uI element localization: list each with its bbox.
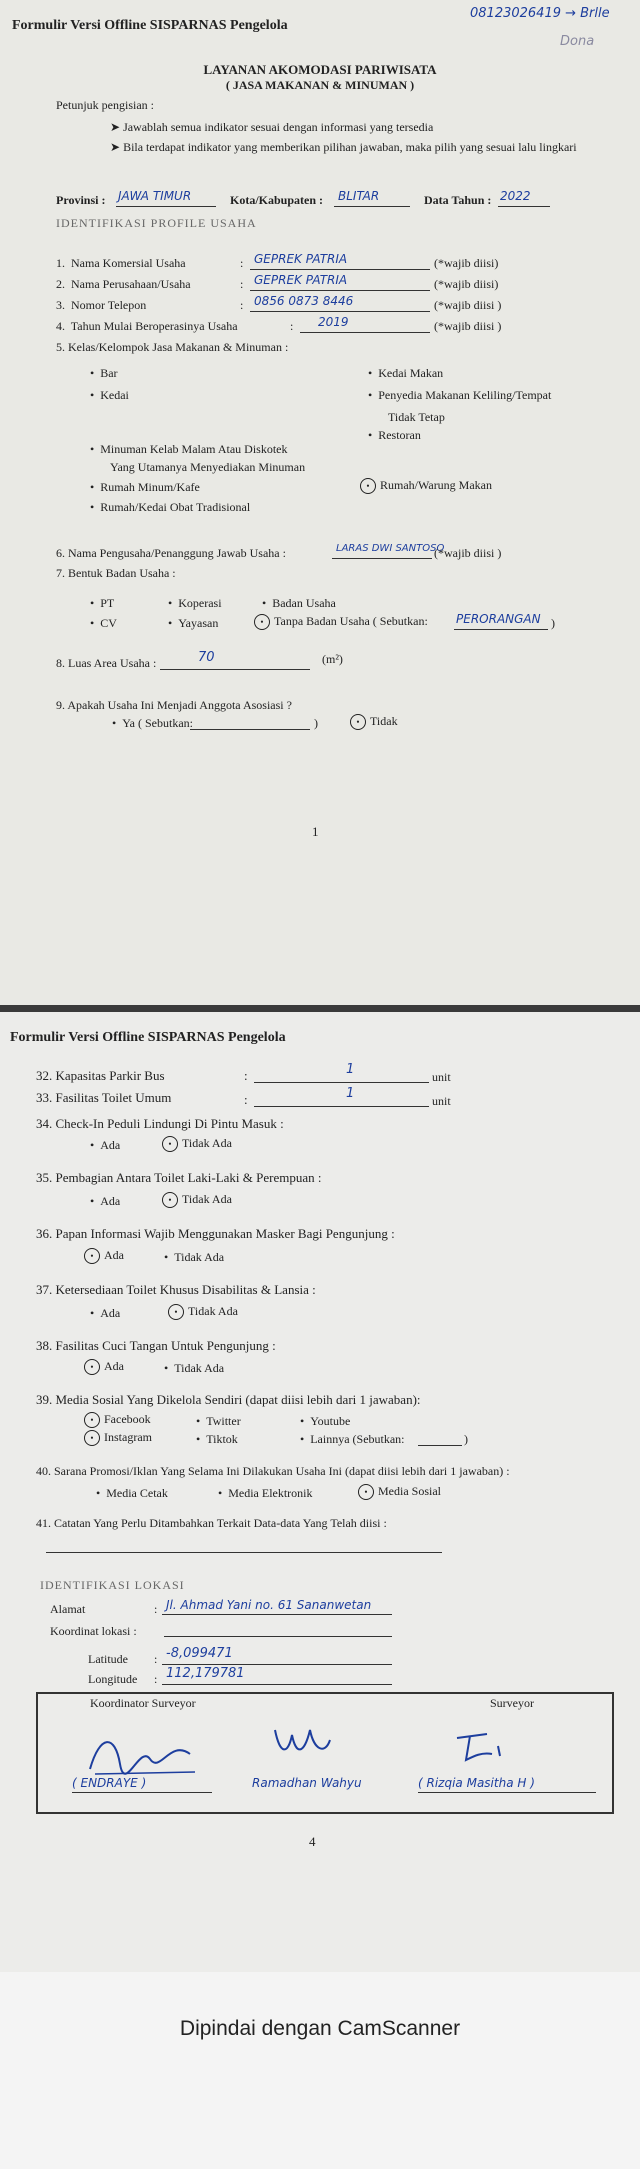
q5-option-restoran[interactable]: • Restoran xyxy=(368,428,421,442)
lokasi-section-title: IDENTIFIKASI LOKASI xyxy=(40,1578,185,1592)
field-row: 3. Nomor Telepon xyxy=(56,298,147,312)
q39-option-youtube[interactable]: • Youtube xyxy=(300,1414,351,1428)
q37-option-ada[interactable]: • Ada xyxy=(90,1306,121,1320)
latitude-label: Latitude xyxy=(88,1652,128,1666)
selected-circle-icon: • xyxy=(162,1192,178,1208)
field-row: 4. Tahun Mulai Beroperasinya Usaha xyxy=(56,319,238,333)
q35-label: 35. Pembagian Antara Toilet Laki-Laki & Perempuan : xyxy=(36,1170,322,1185)
selected-circle-icon: • xyxy=(350,714,366,730)
selected-circle-icon: • xyxy=(84,1248,100,1264)
selected-circle-icon: • xyxy=(358,1484,374,1500)
q34-option-ada[interactable]: • Ada xyxy=(90,1138,121,1152)
q7-option-tanpa-badan[interactable]: • Tanpa Badan Usaha ( Sebutkan: xyxy=(254,614,428,630)
q32-value[interactable]: 1 xyxy=(346,1062,355,1077)
q39-close-paren: ) xyxy=(464,1432,468,1446)
handwritten-name: Dona xyxy=(560,34,595,49)
q9-label: 9. Apakah Usaha Ini Menjadi Anggota Asosiasi ? xyxy=(56,698,292,712)
q6-value[interactable]: LARAS DWI SANTOSO xyxy=(336,543,445,554)
q7-value[interactable]: PERORANGAN xyxy=(456,612,541,626)
q38-option-ada[interactable]: • Ada xyxy=(84,1359,124,1375)
selected-circle-icon: • xyxy=(168,1304,184,1320)
form-header-title: Formulir Versi Offline SISPARNAS Pengelola xyxy=(12,18,288,33)
q8-value[interactable]: 70 xyxy=(198,650,215,665)
q9-option-tidak[interactable]: • Tidak xyxy=(350,714,398,730)
middle-name: Ramadhan Wahyu xyxy=(252,1776,362,1790)
field-row: 2. Nama Perusahaan/Usaha xyxy=(56,277,191,291)
q5-option-keliling[interactable]: • Penyedia Makanan Keliling/Tempat xyxy=(368,388,552,402)
koordinat-label: Koordinat lokasi : xyxy=(50,1624,137,1638)
q7-option-koperasi[interactable]: • Koperasi xyxy=(168,596,222,610)
q34-option-tidak[interactable]: • Tidak Ada xyxy=(162,1136,232,1152)
q37-option-tidak[interactable]: • Tidak Ada xyxy=(168,1304,238,1320)
field-value[interactable]: 0856 0873 8446 xyxy=(254,294,354,308)
q9-option-ya[interactable]: • Ya ( Sebutkan: xyxy=(112,716,193,730)
form-page-1: Formulir Versi Offline SISPARNAS Pengelola 08123026419 → Brlle Dona LAYANAN AKOMODASI PARIWISATA ( JASA MAKANAN & MINUMAN ) Petunjuk pengisian : ➤ Jawablah semua indikator sesuai dengan informasi yang tersedia ➤ Bila terdapat indikator yang memberikan pilihan jawaban, maka pilih yang sesuai lalu lingkari Provinsi : JAWA TIMUR Kota/Kabupaten : BLITAR Data Tahun : 2022 IDENTIFIKASI PROFILE USAHA 1. Nama Komersial Usaha : GEPREK PATRIA (*wajib diisi) 2. Nama Perusahaan/Usaha : GEPREK PATRIA (*wajib diisi) 3. Nomor Telepon : 0856 0873 8446 (*wajib diisi ) 4. Tahun Mulai Beroperasinya Usaha : 2019 (*wajib diisi ) 5. Kelas/Kelompok Jasa Makanan & Minuman : • Bar • Kedai • Minuman Kelab Malam Atau Diskotek Yang Utamanya Menyediakan Minuman • Rumah Minum/Kafe • Rumah/Kedai Obat Tradisional • Kedai Makan • Penyedia Makanan Keliling/Tempat Tidak Tetap • Restoran • Rumah/Warung Makan 6. Nama Pengusaha/Penanggung Jawab Usaha : LARAS DWI SANTOSO (*wajib diisi ) 7. Bentuk Badan Usaha : • PT • Koperasi • Badan Usaha • CV • Yayasan • Tanpa Badan Usaha ( Sebutkan: PERORANGAN ) 8. Luas Area Usaha : 70 (m²) 9. Apakah Usaha Ini Menjadi Anggota Asosiasi ? • Ya ( Sebutkan: ) • Tidak 1 xyxy=(0,0,640,1005)
q32-label: 32. Kapasitas Parkir Bus xyxy=(36,1068,165,1083)
q33-unit: unit xyxy=(432,1094,451,1108)
q7-option-pt[interactable]: • PT xyxy=(90,596,115,610)
alamat-label: Alamat xyxy=(50,1602,86,1616)
middle-signature xyxy=(270,1720,340,1770)
field-value[interactable]: GEPREK PATRIA xyxy=(254,273,348,287)
alamat-value[interactable]: Jl. Ahmad Yani no. 61 Sananwetan xyxy=(166,1598,372,1612)
q39-option-lainnya[interactable]: • Lainnya (Sebutkan: xyxy=(300,1432,405,1446)
tahun-value[interactable]: 2022 xyxy=(500,189,531,203)
q40-option-cetak[interactable]: • Media Cetak xyxy=(96,1486,168,1500)
q5-option-kafe[interactable]: • Rumah Minum/Kafe xyxy=(90,480,200,494)
camscanner-footer xyxy=(0,1972,640,2169)
selected-circle-icon: • xyxy=(162,1136,178,1152)
q5-label: 5. Kelas/Kelompok Jasa Makanan & Minuman : xyxy=(56,340,289,354)
q39-label: 39. Media Sosial Yang Dikelola Sendiri (dapat diisi lebih dari 1 jawaban): xyxy=(36,1392,421,1407)
q9-close-paren: ) xyxy=(314,716,318,730)
selected-circle-icon: • xyxy=(84,1359,100,1375)
instruction-item: ➤ Bila terdapat indikator yang memberikan pilihan jawaban, maka pilih yang sesuai lalu lingkari xyxy=(110,140,577,154)
field-note: (*wajib diisi) xyxy=(434,256,499,270)
q36-label: 36. Papan Informasi Wajib Menggunakan Masker Bagi Pengunjung : xyxy=(36,1226,395,1241)
koordinator-label: Koordinator Surveyor xyxy=(90,1696,196,1710)
q35-option-ada[interactable]: • Ada xyxy=(90,1194,121,1208)
surveyor-label: Surveyor xyxy=(490,1696,534,1710)
camscanner-text: Dipindai dengan CamScanner xyxy=(179,2017,461,2040)
tahun-label: Data Tahun : xyxy=(424,193,492,207)
form-header-title: Formulir Versi Offline SISPARNAS Pengelola xyxy=(10,1030,286,1045)
q34-label: 34. Check-In Peduli Lindungi Di Pintu Masuk : xyxy=(36,1116,284,1131)
instruction-item: ➤ Jawablah semua indikator sesuai dengan informasi yang tersedia xyxy=(110,120,434,134)
field-note: (*wajib diisi ) xyxy=(434,319,502,333)
q40-option-elektronik[interactable]: • Media Elektronik xyxy=(218,1486,313,1500)
q32-unit: unit xyxy=(432,1070,451,1084)
selected-circle-icon: • xyxy=(360,478,376,494)
instructions-label: Petunjuk pengisian : xyxy=(56,98,154,112)
q37-label: 37. Ketersediaan Toilet Khusus Disabilitas & Lansia : xyxy=(36,1282,316,1297)
q39-option-twitter[interactable]: • Twitter xyxy=(196,1414,241,1428)
q33-value[interactable]: 1 xyxy=(346,1086,355,1101)
q39-option-instagram[interactable]: • Instagram xyxy=(84,1430,152,1446)
q8-label: 8. Luas Area Usaha : xyxy=(56,656,157,670)
q7-label: 7. Bentuk Badan Usaha : xyxy=(56,566,176,580)
q38-label: 38. Fasilitas Cuci Tangan Untuk Pengunjung : xyxy=(36,1338,276,1353)
koordinator-signature xyxy=(80,1724,200,1784)
q5-option-kedai[interactable]: • Kedai xyxy=(90,388,129,402)
q38-option-tidak[interactable]: • Tidak Ada xyxy=(164,1361,225,1375)
page-number: 1 xyxy=(312,824,319,839)
kota-value[interactable]: BLITAR xyxy=(338,189,380,203)
q5-option-obat[interactable]: • Rumah/Kedai Obat Tradisional xyxy=(90,500,251,514)
q35-option-tidak[interactable]: • Tidak Ada xyxy=(162,1192,232,1208)
koordinator-name: ( ENDRAYE ) xyxy=(72,1776,147,1790)
q7-option-cv[interactable]: • CV xyxy=(90,616,117,630)
page-number: 4 xyxy=(309,1834,316,1849)
field-value[interactable]: GEPREK PATRIA xyxy=(254,252,348,266)
q39-option-facebook[interactable]: • Facebook xyxy=(84,1412,151,1428)
handwritten-phone-note: 08123026419 → Brlle xyxy=(470,6,610,21)
q33-label: 33. Fasilitas Toilet Umum xyxy=(36,1090,172,1105)
q5-option-kelab[interactable]: • Minuman Kelab Malam Atau Diskotek xyxy=(90,442,288,456)
surveyor-name: ( Rizqia Masitha H ) xyxy=(418,1776,535,1790)
q7-option-badan-usaha[interactable]: • Badan Usaha xyxy=(262,596,336,610)
longitude-label: Longitude xyxy=(88,1672,138,1686)
q40-label: 40. Sarana Promosi/Iklan Yang Selama Ini Dilakukan Usaha Ini (dapat diisi lebih dari 1 jawaban) : xyxy=(36,1464,510,1478)
q7-option-yayasan[interactable]: • Yayasan xyxy=(168,616,219,630)
q5-option-warung[interactable]: • Rumah/Warung Makan xyxy=(360,478,492,494)
profile-section-title: IDENTIFIKASI PROFILE USAHA xyxy=(56,216,257,230)
q6-label: 6. Nama Pengusaha/Penanggung Jawab Usaha : xyxy=(56,546,286,560)
field-row: 1. Nama Komersial Usaha xyxy=(56,256,186,270)
form-subtitle: ( JASA MAKANAN & MINUMAN ) xyxy=(225,78,415,92)
q36-option-ada[interactable]: • Ada xyxy=(84,1248,124,1264)
selected-circle-icon: • xyxy=(84,1430,100,1446)
q8-unit: (m²) xyxy=(322,652,343,666)
q5-option-kedai-makan[interactable]: • Kedai Makan xyxy=(368,366,444,380)
q5-option-bar[interactable]: • Bar xyxy=(90,366,118,380)
latitude-value[interactable]: -8,099471 xyxy=(166,1646,233,1661)
field-note: (*wajib diisi ) xyxy=(434,298,502,312)
surveyor-signature xyxy=(452,1726,512,1766)
q5-option-keliling-cont: Tidak Tetap xyxy=(388,410,445,424)
field-note: (*wajib diisi) xyxy=(434,277,499,291)
q5-option-kelab-cont: Yang Utamanya Menyediakan Minuman xyxy=(110,460,306,474)
provinsi-label: Provinsi : xyxy=(56,193,106,207)
q7-close-paren: ) xyxy=(551,616,555,630)
provinsi-value[interactable]: JAWA TIMUR xyxy=(118,189,192,203)
longitude-value[interactable]: 112,179781 xyxy=(166,1666,245,1681)
form-title: LAYANAN AKOMODASI PARIWISATA xyxy=(203,62,437,77)
q39-option-tiktok[interactable]: • Tiktok xyxy=(196,1432,238,1446)
selected-circle-icon: • xyxy=(84,1412,100,1428)
field-value[interactable]: 2019 xyxy=(318,315,349,329)
q41-label: 41. Catatan Yang Perlu Ditambahkan Terkait Data-data Yang Telah diisi : xyxy=(36,1516,387,1530)
kota-label: Kota/Kabupaten : xyxy=(230,193,324,207)
selected-circle-icon: • xyxy=(254,614,270,630)
q6-note: (*wajib diisi ) xyxy=(434,546,502,560)
q36-option-tidak[interactable]: • Tidak Ada xyxy=(164,1250,225,1264)
form-page-2: Formulir Versi Offline SISPARNAS Pengelola 32. Kapasitas Parkir Bus : 1 unit 33. Fasilitas Toilet Umum : 1 unit 34. Check-In Peduli Lindungi Di Pintu Masuk : • Ada • Tidak Ada 35. Pembagian Antara Toilet Laki-Laki & Perempuan : • Ada • Tidak Ada 36. Papan Informasi Wajib Menggunakan Masker Bagi Pengunjung : • Ada • Tidak Ada 37. Ketersediaan Toilet Khusus Disabilitas & Lansia : • Ada • Tidak Ada 38. Fasilitas Cuci Tangan Untuk Pengunjung : • Ada • Tidak Ada 39. Media Sosial Yang Dikelola Sendiri (dapat diisi lebih dari 1 jawaban): • Facebook • Twitter • Youtube • Instagram • Tiktok • Lainnya (Sebutkan: ) 40. Sarana Promosi/Iklan Yang Selama Ini Dilakukan Usaha Ini (dapat diisi lebih dari 1 jawaban) : • Media Cetak • Media Elektronik • Media Sosial 41. Catatan Yang Perlu Ditambahkan Terkait Data-data Yang Telah diisi : IDENTIFIKASI LOKASI Alamat : Jl. Ahmad Yani no. 61 Sananwetan Koordinat lokasi : Latitude : -8,099471 Longitude : 112,179781 Koordinator Surveyor Surveyor ( ENDRAYE ) Ramadhan Wahyu ( Rizqia Masitha H ) 4 xyxy=(0,1012,640,1972)
q40-option-sosial[interactable]: • Media Sosial xyxy=(358,1484,441,1500)
